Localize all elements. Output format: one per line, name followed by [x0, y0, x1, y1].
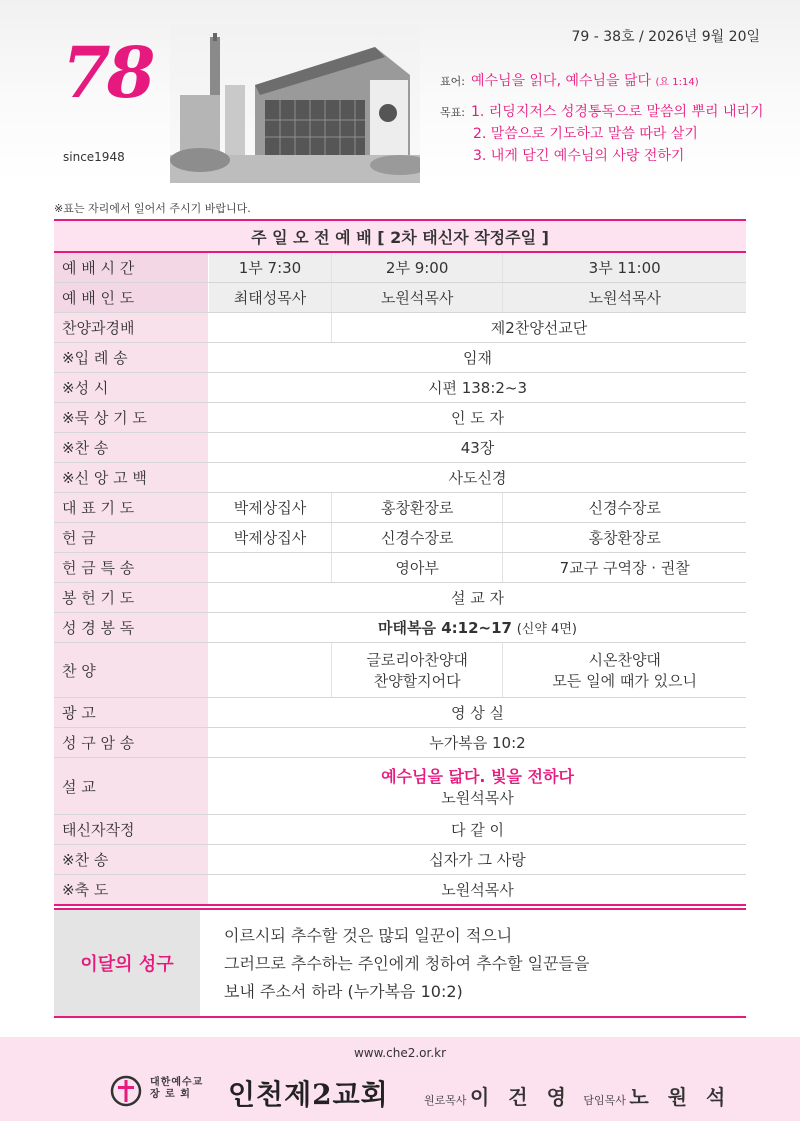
table-row: [54, 845, 746, 875]
table-row: [54, 553, 746, 583]
offering-3: 홍창환장로: [503, 523, 746, 553]
bulletin-footer: [0, 1037, 800, 1121]
motto-label: 표어:: [440, 75, 465, 88]
church-name: 인천제2교회: [228, 1078, 389, 1111]
table-row: [54, 583, 746, 613]
row-label: 성 구 암 송: [54, 728, 209, 758]
goal-2: 2. 말씀으로 기도하고 말씀 따라 살기: [473, 126, 698, 142]
hymn: 43장: [209, 433, 747, 463]
row-label: ※신 앙 고 백: [54, 463, 209, 493]
leader-2: 노원석목사: [331, 283, 502, 313]
table-row: [54, 728, 746, 758]
pastors: [424, 1081, 739, 1110]
senior-label: 담임목사: [583, 1094, 626, 1107]
church-building-image: [170, 25, 420, 183]
prayer-3: 신경수장로: [503, 493, 746, 523]
praise-team: 제2찬양선교단: [331, 313, 746, 343]
church-emblem-icon: [110, 1075, 142, 1107]
table-row: [54, 643, 746, 698]
silent-prayer: 인 도 자: [209, 403, 747, 433]
table-row: [54, 758, 746, 815]
row-label: ※찬 송: [54, 433, 209, 463]
row-label: ※찬 송: [54, 845, 209, 875]
monthly-verse-text: [224, 922, 589, 1006]
memory-verse: 누가복음 10:2: [209, 728, 747, 758]
service-time-2: 2부 9:00: [331, 252, 502, 283]
church-website: www.che2.or.kr: [353, 1046, 447, 1060]
row-label: 예 배 인 도: [54, 283, 209, 313]
table-row: [54, 698, 746, 728]
row-label: ※입 례 송: [54, 343, 209, 373]
verse-line: 이르시되 추수할 것은 많되 일꾼이 적으니: [224, 926, 513, 945]
since-year: since1948: [63, 150, 125, 164]
offering-special-2: 영아부: [331, 553, 502, 583]
goal-text: 1. 리딩지저스 성경통독으로 말씀의 뿌리 내리기: [470, 104, 764, 120]
row-label: ※축 도: [54, 875, 209, 906]
choir-2: [331, 643, 502, 698]
table-row: [54, 613, 746, 643]
row-label: 설 교: [54, 758, 209, 815]
table-row: [54, 493, 746, 523]
row-label: 광 고: [54, 698, 209, 728]
empty-cell: [209, 553, 332, 583]
reading-page: (신약 4면): [516, 622, 577, 637]
bulletin-header: [0, 0, 800, 183]
row-label: ※묵 상 기 도: [54, 403, 209, 433]
table-row: [54, 463, 746, 493]
verse-line: 그러므로 추수하는 주인에게 청하여 추수할 일꾼들을: [224, 954, 590, 973]
row-label: 봉 헌 기 도: [54, 583, 209, 613]
row-label: 태신자작정: [54, 815, 209, 845]
scripture-reading: [209, 613, 747, 643]
announcements: 영 상 실: [209, 698, 747, 728]
sermon: [209, 758, 747, 815]
offering-prayer: 설 교 자: [209, 583, 747, 613]
goal-3: 3. 내게 담긴 예수님의 사랑 전하기: [473, 148, 685, 164]
table-row: [54, 403, 746, 433]
table-row: [54, 433, 746, 463]
emeritus-label: 원로목사: [424, 1094, 467, 1107]
motto: [440, 70, 699, 90]
monthly-verse-box: [54, 908, 746, 1018]
service-title: 주 일 오 전 예 배 [ 2차 태신자 작정주일 ]: [54, 220, 746, 252]
denomination-line: 대한예수교: [150, 1077, 204, 1088]
issue-number: 79 - 38호 / 2026년 9월 20일: [571, 29, 760, 45]
table-row: [54, 252, 746, 283]
offering-special-3: 7교구 구역장 · 권찰: [503, 553, 746, 583]
motto-text: 예수님을 읽다, 예수님을 닮다: [470, 73, 652, 89]
row-label: 찬양과경배: [54, 313, 209, 343]
creed: 사도신경: [209, 463, 747, 493]
standing-notice: ※표는 자리에서 일어서 주시기 바랍니다.: [54, 202, 251, 215]
service-time-3: 3부 11:00: [503, 252, 746, 283]
offering-2: 신경수장로: [331, 523, 502, 553]
row-label: 헌 금 특 송: [54, 553, 209, 583]
sermon-title: 예수님을 닮다. 빛을 전하다: [381, 767, 574, 786]
table-row: [54, 343, 746, 373]
sermon-preacher: 노원석목사: [441, 789, 514, 807]
emeritus-pastor: 이 건 영: [470, 1085, 572, 1109]
goal-label: 목표:: [440, 106, 465, 119]
verse-line: 보내 주소서 하라 (누가복음 10:2): [224, 982, 463, 1001]
choir-song: 모든 일에 때가 있으니: [552, 672, 698, 690]
closing-hymn: 십자가 그 사랑: [209, 845, 747, 875]
table-row: [54, 373, 746, 403]
offering-1: 박제상집사: [209, 523, 332, 553]
row-label: 성 경 봉 독: [54, 613, 209, 643]
table-row: [54, 875, 746, 906]
table-row: [54, 313, 746, 343]
service-time-1: 1부 7:30: [209, 252, 332, 283]
denomination-line: 장 로 회: [150, 1089, 191, 1100]
pledge: 다 같 이: [209, 815, 747, 845]
denomination: [150, 1077, 203, 1101]
row-label: 예 배 시 간: [54, 252, 209, 283]
empty-cell: [209, 643, 332, 698]
goal-1: [440, 101, 764, 121]
worship-order-table: [54, 219, 746, 906]
empty-cell: [209, 313, 332, 343]
benediction: 노원석목사: [209, 875, 747, 906]
leader-1: 최태성목사: [209, 283, 332, 313]
reading-passage: 마태복음 4:12~17: [378, 619, 512, 637]
table-row: [54, 283, 746, 313]
church-identity: [110, 1073, 732, 1111]
anniversary-logo: 78: [62, 31, 152, 114]
row-label: ※성 시: [54, 373, 209, 403]
table-row: [54, 523, 746, 553]
prayer-2: 홍창환장로: [331, 493, 502, 523]
row-label: 대 표 기 도: [54, 493, 209, 523]
motto-reference: (요 1:14): [655, 77, 699, 88]
prayer-1: 박제상집사: [209, 493, 332, 523]
choir-song: 찬양할지어다: [373, 672, 461, 690]
row-label: 찬 양: [54, 643, 209, 698]
leader-3: 노원석목사: [503, 283, 746, 313]
monthly-verse-label: 이달의 성구: [54, 910, 200, 1016]
table-row: [54, 815, 746, 845]
row-label: 헌 금: [54, 523, 209, 553]
choir-name: 시온찬양대: [588, 651, 661, 669]
choir-name: 글로리아찬양대: [366, 651, 468, 669]
psalm: 시편 138:2~3: [209, 373, 747, 403]
senior-pastor: 노 원 석: [629, 1085, 732, 1109]
choir-3: [503, 643, 746, 698]
call-to-worship: 임재: [209, 343, 747, 373]
